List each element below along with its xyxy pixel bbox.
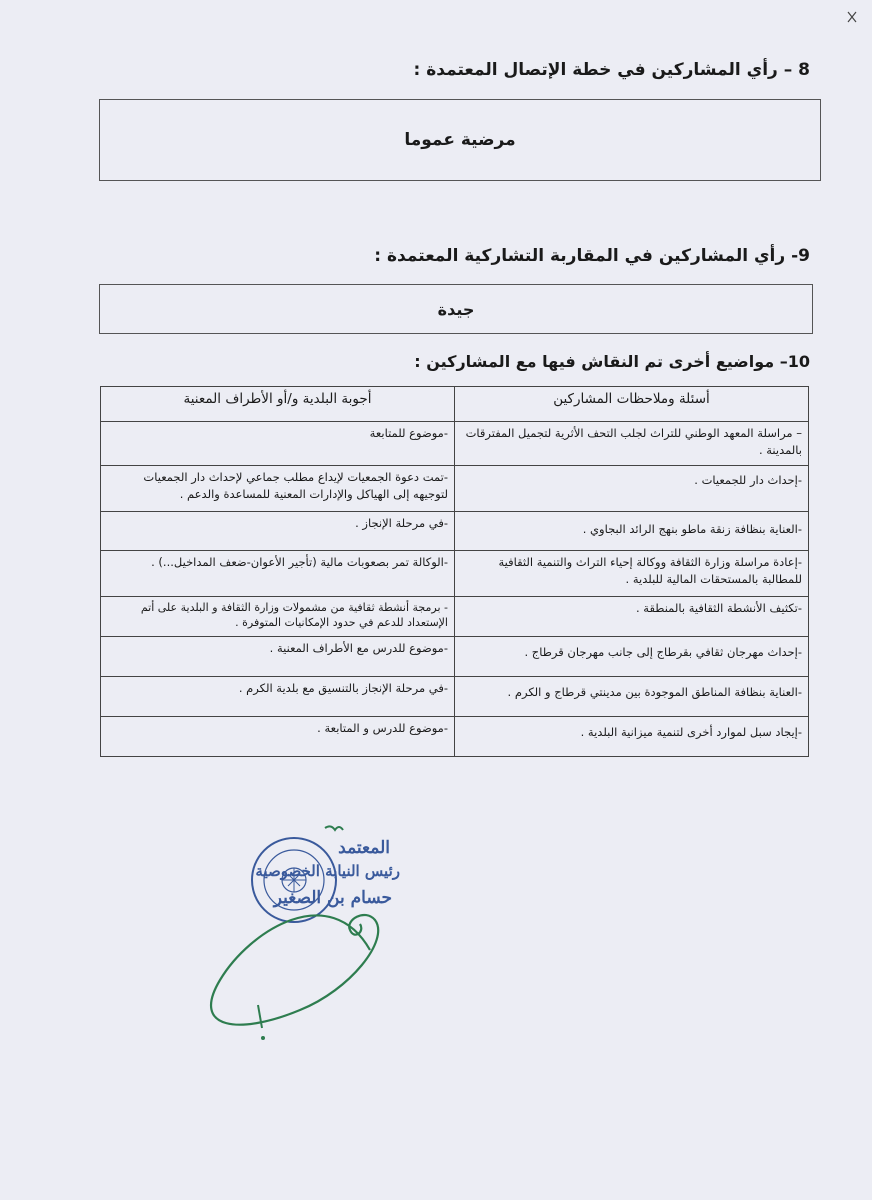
question-cell: – مراسلة المعهد الوطني للتراث لجلب التحف الأثرية لتجميل المفترقات بالمدينة . bbox=[455, 422, 809, 466]
answer-cell: -في مرحلة الإنجاز . bbox=[101, 512, 455, 551]
table-row bbox=[101, 466, 809, 512]
table-row bbox=[101, 597, 809, 637]
answer-cell: -موضوع للدرس و المتابعة . bbox=[101, 717, 455, 757]
stamp-role: رئيس النيابة الخصوصية bbox=[255, 862, 400, 880]
section-9-answer-box bbox=[99, 284, 813, 334]
stamp-title: المعتمد bbox=[338, 838, 390, 858]
handwritten-signature-icon bbox=[180, 820, 420, 1050]
section-8-answer-box bbox=[99, 99, 821, 181]
question-cell: -إحداث دار للجمعيات . bbox=[455, 466, 809, 512]
question-cell: -إيجاد سبل لموارد أخرى لتنمية ميزانية البلدية . bbox=[455, 717, 809, 757]
corner-mark-icon bbox=[846, 10, 858, 24]
question-cell: -إعادة مراسلة وزارة الثقافة ووكالة إحياء التراث والتنمية الثقافية للمطالبة بالمستحقات المالية للبلدية . bbox=[455, 551, 809, 597]
table-row bbox=[101, 512, 809, 551]
section-8-answer: مرضية عموما bbox=[404, 130, 516, 150]
answer-cell: -في مرحلة الإنجاز بالتنسيق مع بلدية الكرم . bbox=[101, 677, 455, 717]
table-row bbox=[101, 551, 809, 597]
question-cell: -إحداث مهرجان ثقافي بقرطاج إلى جانب مهرجان قرطاج . bbox=[455, 637, 809, 677]
answer-cell: -الوكالة تمر بصعوبات مالية (تأجير الأعوان-ضعف المداخيل...) . bbox=[101, 551, 455, 597]
stamp-name: حسام بن الصغير bbox=[273, 888, 392, 908]
section-9-answer: جيدة bbox=[437, 299, 475, 319]
section-10-heading: 10– مواضيع أخرى تم النقاش فيها مع المشاركين : bbox=[414, 352, 810, 371]
table-header-row bbox=[101, 387, 809, 422]
question-cell: -العناية بنظافة المناطق الموجودة بين مدينتي قرطاج و الكرم . bbox=[455, 677, 809, 717]
answer-cell: -تمت دعوة الجمعيات لإيداع مطلب جماعي لإحداث دار الجمعيات لتوجيهه إلى الهياكل والإدارات المعنية للمساعدة والدعم . bbox=[101, 466, 455, 512]
discussion-table bbox=[100, 386, 809, 757]
section-8-heading: 8 – رأي المشاركين في خطة الإتصال المعتمدة : bbox=[413, 60, 810, 80]
table-row bbox=[101, 422, 809, 466]
answer-cell: - برمجة أنشطة ثقافية من مشمولات وزارة الثقافة و البلدية على أتم الإستعداد للدعم في حدود الإمكانيات المتوفرة . bbox=[101, 597, 455, 637]
answer-cell: -موضوع للمتابعة bbox=[101, 422, 455, 466]
answer-cell: -موضوع للدرس مع الأطراف المعنية . bbox=[101, 637, 455, 677]
column-header-questions: أسئلة وملاحظات المشاركين bbox=[455, 387, 809, 422]
stamp-signature-area bbox=[130, 820, 530, 1050]
question-cell: -العناية بنظافة زنقة ماطو بنهج الرائد البجاوي . bbox=[455, 512, 809, 551]
section-9-heading: 9- رأي المشاركين في المقاربة التشاركية المعتمدة : bbox=[374, 246, 810, 266]
table-row bbox=[101, 637, 809, 677]
column-header-answers: أجوبة البلدية و/أو الأطراف المعنية bbox=[101, 387, 455, 422]
question-cell: -تكثيف الأنشطة الثقافية بالمنطقة . bbox=[455, 597, 809, 637]
table-row bbox=[101, 717, 809, 757]
table-row bbox=[101, 677, 809, 717]
